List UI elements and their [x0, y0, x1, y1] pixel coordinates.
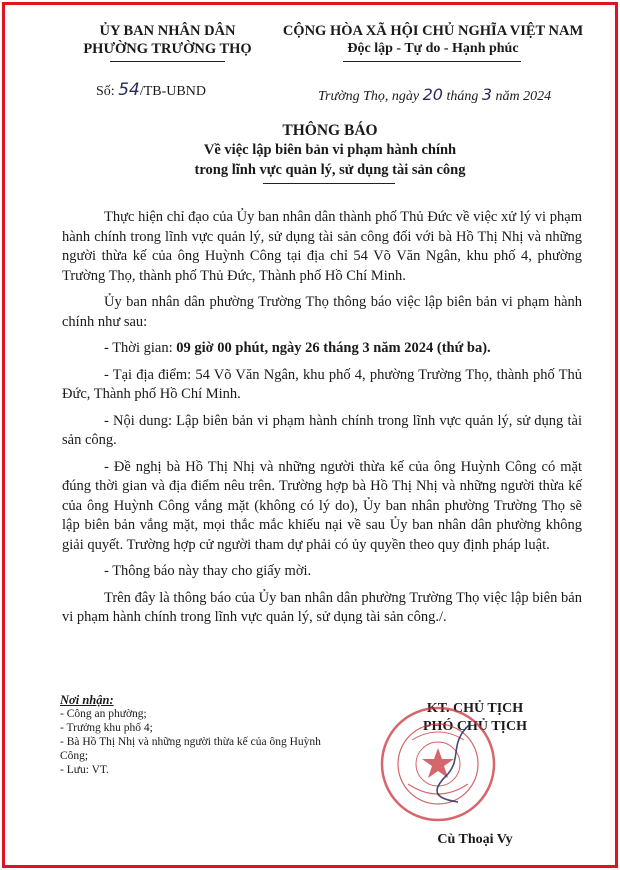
doc-no-suffix: /TB-UBND: [139, 84, 206, 99]
paragraph-announcement: Ủy ban nhân dân phường Trường Thọ thông báo việc lập biên bản vi phạm hành chính như sau:: [62, 294, 582, 330]
date-day: 20: [422, 85, 443, 104]
authority-underline: [110, 61, 225, 62]
paragraph-content: - Nội dung: Lập biên bản vi phạm hành chính trong lĩnh vực quản lý, sử dụng tài sản công.: [62, 412, 582, 448]
document-number: [96, 80, 206, 100]
notice-subject-line-1: Về việc lập biên bản vi phạm hành chính: [203, 142, 457, 158]
official-seal-icon: [378, 704, 498, 824]
title-underline: [263, 183, 395, 184]
national-header: [268, 22, 598, 58]
date-year: năm 2024: [495, 89, 552, 104]
time-label: - Thời gian:: [104, 340, 177, 356]
paragraph-request: - Đề nghị bà Hồ Thị Nhị và những người thừa kế của ông Huỳnh Công có mặt đúng thời gian và địa điểm nêu trên. Trường hợp bà Hồ Thị Nhị và những người thừa kế của ông Huỳnh Công vắng mặt (không có lý do), Ủy ban nhân phường Trường Thọ sẽ lập biên bản vắng mặt, mọi thắc mắc khiếu nại về sau Ủy ban nhân dân phường không giải quyết. Trường hợp cử người tham dự phải có ủy quyền theo quy định pháp luật.: [62, 458, 582, 553]
paragraph-replacement: - Thông báo này thay cho giấy mời.: [104, 563, 312, 579]
issuing-authority: [60, 22, 275, 58]
doc-no-handwritten: 54: [118, 80, 140, 100]
signer-name: Cù Thoại Vy: [437, 832, 513, 847]
org-line-2: PHƯỜNG TRƯỜNG THỌ: [83, 41, 252, 57]
recipient-item: - Trưởng khu phố 4;: [60, 722, 153, 734]
org-line-1: ỦY BAN NHÂN DÂN: [99, 23, 236, 39]
paragraph-place: - Tại địa điểm: 54 Võ Văn Ngân, khu phố 4, phường Trường Thọ, thành phố Thủ Đức, Thành phố Hồ Chí Minh.: [62, 366, 582, 402]
time-value: 09 giờ 00 phút, ngày 26 tháng 3 năm 2024 (thứ ba).: [176, 340, 491, 356]
paragraph-directive: Thực hiện chỉ đạo của Ủy ban nhân dân thành phố Thủ Đức về việc xử lý vi phạm hành chính trong lĩnh vực quản lý, sử dụng tài sản công đối với bà Hồ Thị Nhị và những người thừa kế của ông Huỳnh Công tại địa chỉ 54 Võ Văn Ngân, khu phố 4, phường Trường Thọ, thành phố Thủ Đức, Thành phố Hồ Chí Minh.: [62, 209, 582, 284]
nation-line-1: CỘNG HÒA XÃ HỘI CHỦ NGHĨA VIỆT NAM: [282, 23, 584, 39]
paragraph-closing: Trên đây là thông báo của Ủy ban nhân dân phường Trường Thọ việc lập biên bản vi phạm hành chính trong lĩnh vực quản lý, sử dụng tài sản công./.: [62, 589, 582, 625]
date-line: [318, 85, 551, 105]
recipient-item: - Lưu: VT.: [60, 764, 109, 776]
recipient-item: - Công an phường;: [60, 708, 147, 720]
doc-no-prefix: Số:: [96, 84, 115, 99]
date-place: Trường Thọ, ngày: [318, 89, 420, 104]
notice-title: THÔNG BÁO: [282, 122, 378, 139]
date-month-label: tháng: [446, 89, 479, 104]
paragraph-time: [62, 339, 582, 359]
nation-motto: Độc lập - Tự do - Hạnh phúc: [347, 41, 519, 56]
recipients-block: [60, 693, 350, 777]
notice-body: [62, 208, 582, 635]
signer-role-2: PHÓ CHỦ TỊCH: [423, 719, 527, 734]
signer-role-1: KT. CHỦ TỊCH: [426, 701, 524, 716]
recipient-item: - Bà Hồ Thị Nhị và những người thừa kế của ông Huỳnh Công;: [60, 736, 321, 762]
motto-underline: [343, 61, 521, 62]
notice-subject-line-2: trong lĩnh vực quản lý, sử dụng tài sản công: [194, 162, 466, 178]
date-month: 3: [481, 85, 493, 104]
recipients-label: Nơi nhận:: [60, 693, 114, 707]
